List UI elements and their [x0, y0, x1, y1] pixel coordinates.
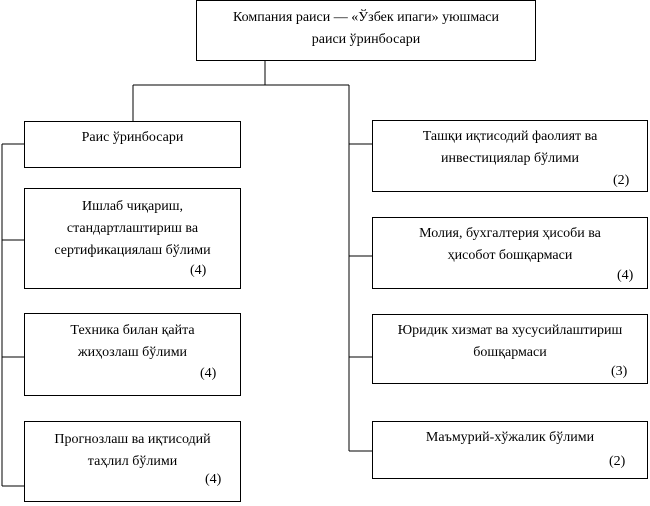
right-box-3-label: Юридик хизмат ва хусусийлаштириш бошқармаси [397, 323, 623, 360]
right-box-4-count: (2) [609, 454, 626, 469]
left-box-3 [24, 313, 241, 396]
left-box-1-label: Раис ўринбосари [81, 130, 184, 145]
right-box-4 [372, 421, 648, 479]
top-box-label: Компания раиси — «Ўзбек ипаги» уюшмаси раиси ўринбосари [232, 10, 500, 47]
left-box-3-label: Техника билан қайта жиҳозлаш бўлими [70, 323, 195, 360]
right-box-2 [372, 217, 648, 289]
left-box-4 [24, 421, 241, 502]
left-box-2-count: (4) [190, 263, 207, 278]
right-box-3-count: (3) [611, 364, 628, 379]
left-box-4-count: (4) [205, 472, 222, 487]
top-box [196, 0, 536, 61]
right-box-1-label: Ташқи иқтисодий фаолият ва инвестициялар бўлими [422, 129, 598, 166]
left-box-2 [24, 188, 241, 289]
right-box-4-label: Маъмурий-хўжалик бўлими [425, 430, 595, 445]
left-box-4-label: Прогнозлаш ва иқтисодий таҳлил бўлими [54, 432, 211, 469]
right-box-1 [372, 120, 648, 192]
left-box-1 [24, 121, 241, 168]
right-box-2-count: (4) [617, 268, 634, 283]
right-box-3 [372, 314, 648, 384]
left-box-3-count: (4) [200, 366, 217, 381]
left-box-2-label: Ишлаб чиқариш, стандартлаштириш ва сертификациялаш бўлими [54, 199, 211, 258]
right-box-2-label: Молия, бухгалтерия ҳисоби ва ҳисобот бошқармаси [419, 226, 601, 263]
right-box-1-count: (2) [613, 173, 630, 188]
